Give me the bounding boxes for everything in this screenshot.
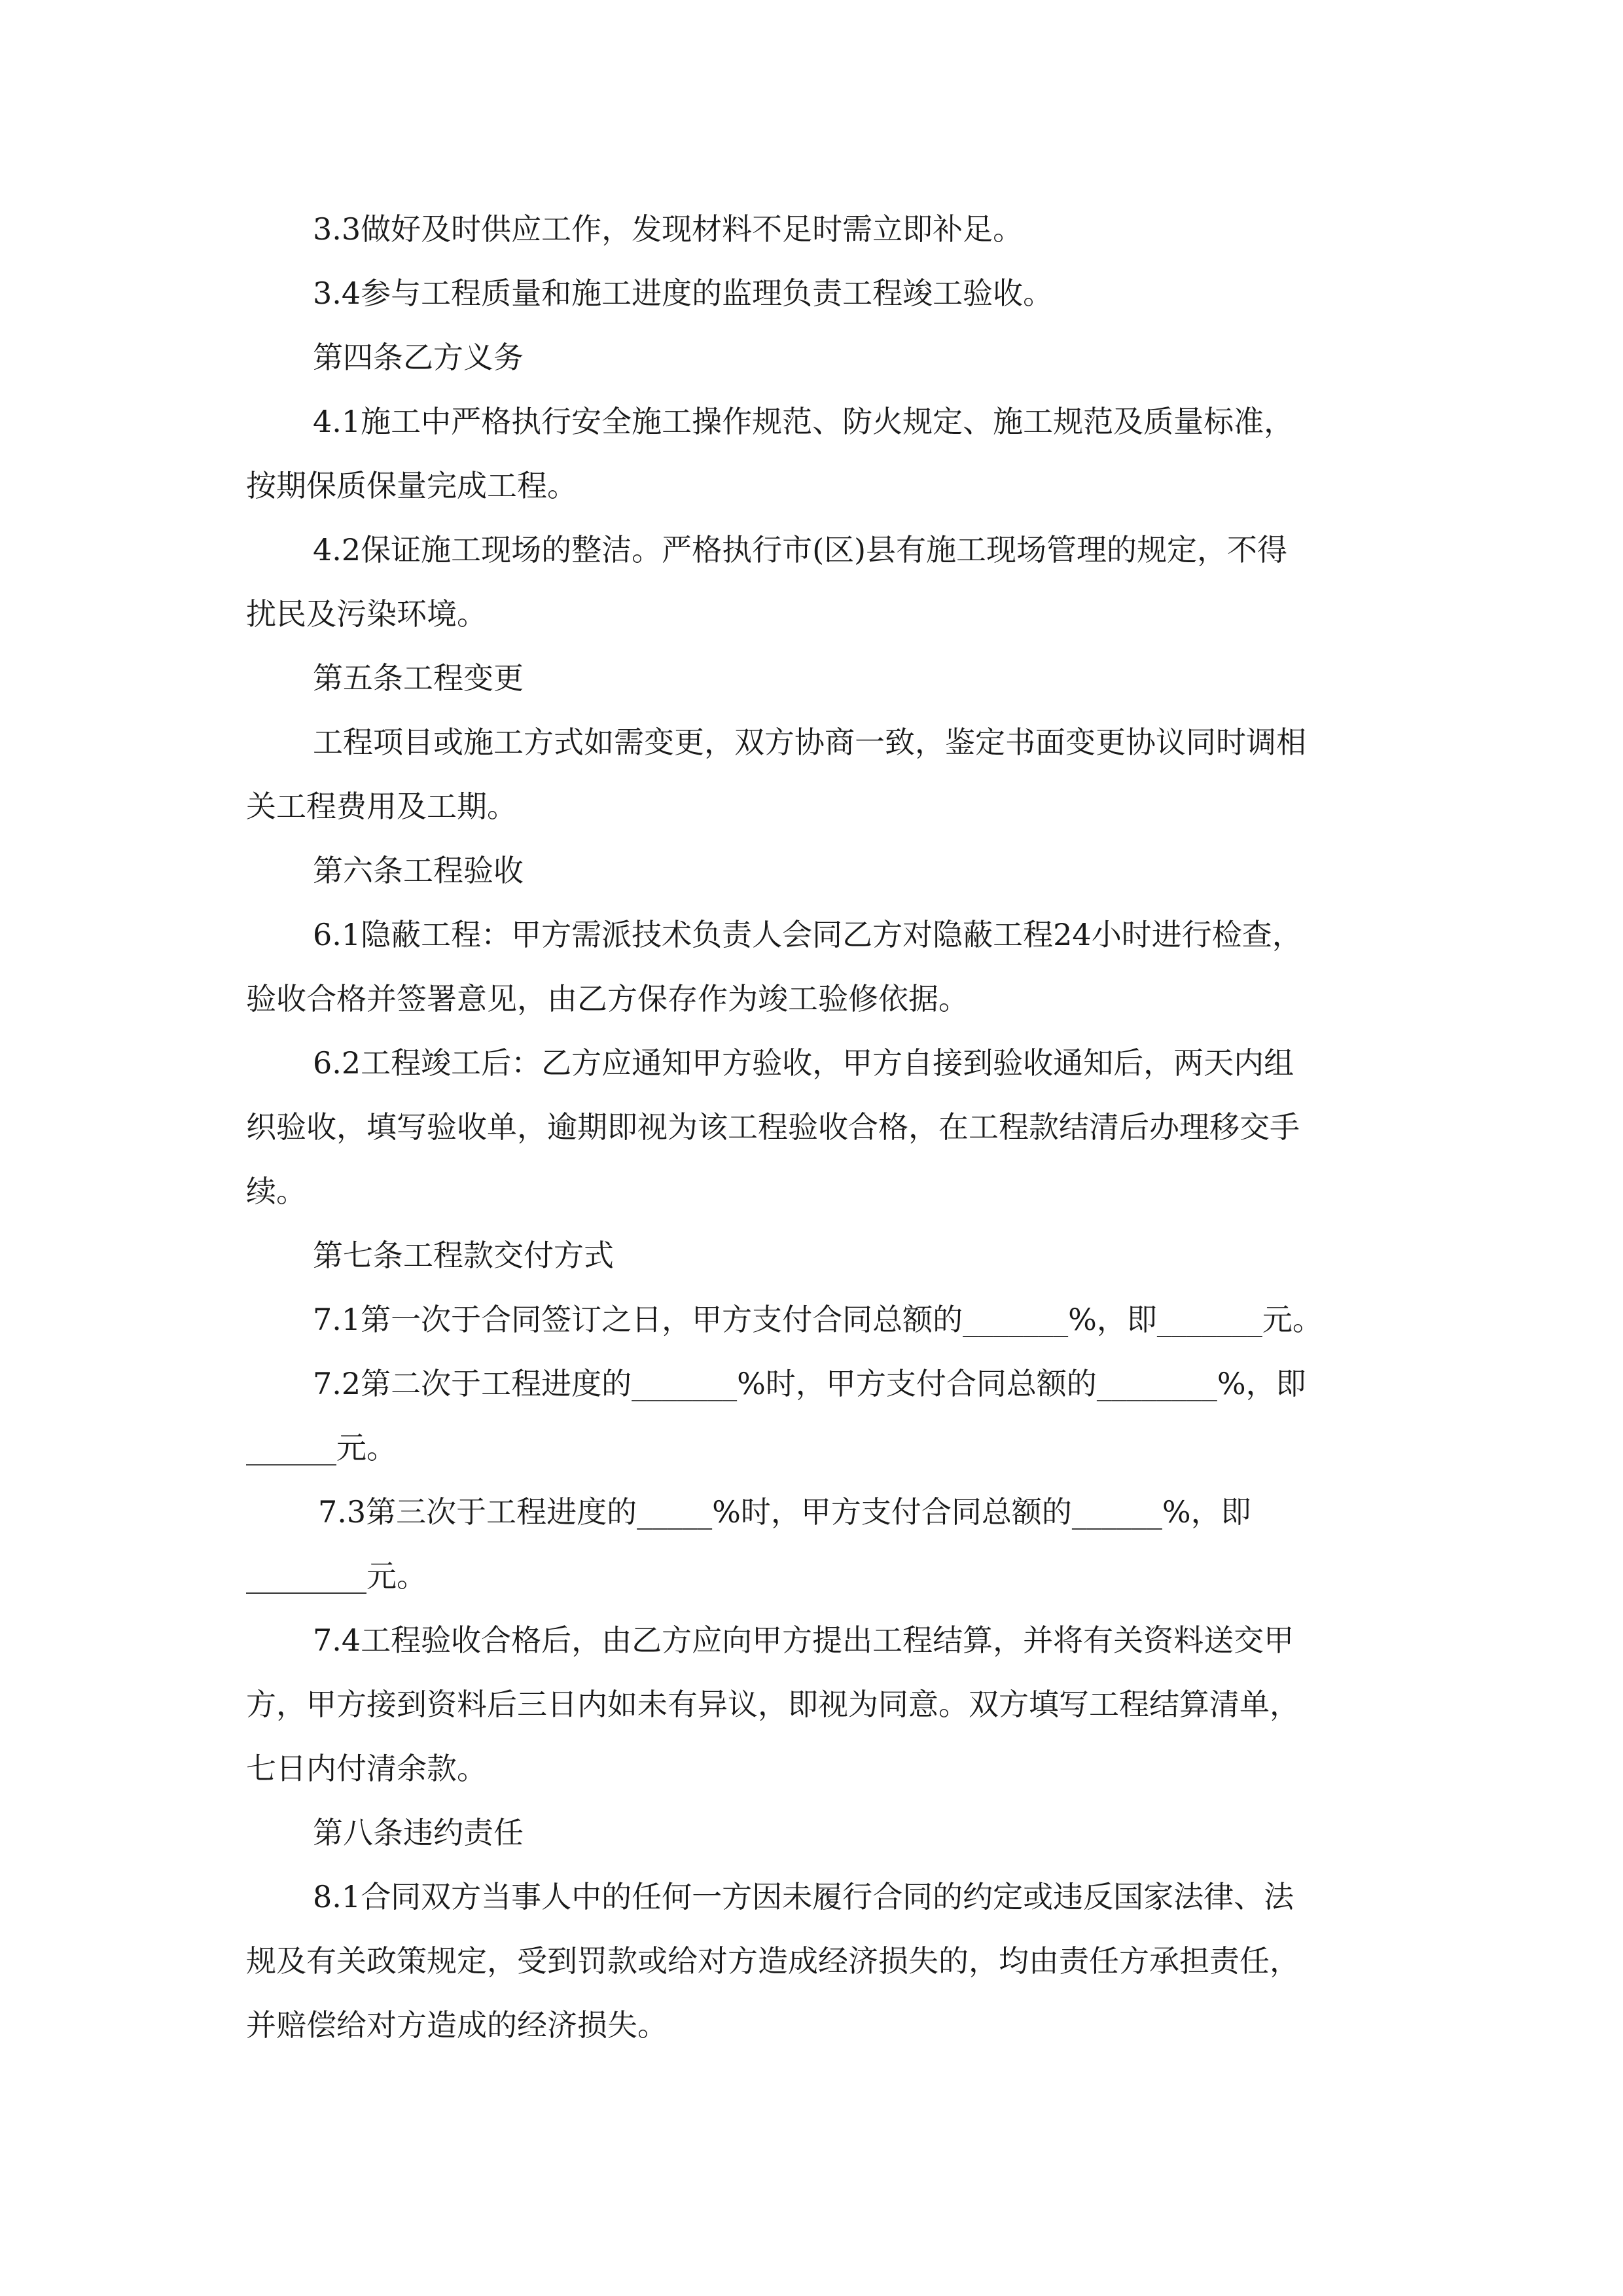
clause-7-1: 7.1第一次于合同签订之日，甲方支付合同总额的_______%，即_______元。 <box>313 1302 1323 1337</box>
clause-8-1-line-2: 规及有关政策规定，受到罚款或给对方造成经济损失的，均由责任方承担责任， <box>246 1943 1300 1979</box>
clause-4-2-line-2: 扰民及污染环境。 <box>246 596 487 632</box>
clause-6-1-line-2: 验收合格并签署意见，由乙方保存作为竣工验修依据。 <box>246 981 969 1016</box>
clause-8-1-line-1: 8.1合同双方当事人中的任何一方因未履行合同的约定或违反国家法律、法 <box>313 1879 1294 1914</box>
clause-7-3-line-2: ________元。 <box>246 1558 427 1594</box>
clause-7-4-line-3: 七日内付清余款。 <box>246 1751 487 1786</box>
clause-6-1-line-1: 6.1隐蔽工程：甲方需派技术负责人会同乙方对隐蔽工程24小时进行检查， <box>313 917 1302 952</box>
article-5-heading: 第五条工程变更 <box>313 660 524 696</box>
article-4-heading: 第四条乙方义务 <box>313 340 524 375</box>
clause-4-1-line-1: 4.1施工中严格执行安全施工操作规范、防火规定、施工规范及质量标准， <box>313 404 1294 439</box>
article-5-body-line-2: 关工程费用及工期。 <box>246 789 517 824</box>
clause-4-1-line-2: 按期保质保量完成工程。 <box>246 468 577 503</box>
clause-7-4-line-1: 7.4工程验收合格后，由乙方应向甲方提出工程结算，并将有关资料送交甲 <box>313 1623 1294 1658</box>
article-8-heading: 第八条违约责任 <box>313 1815 524 1850</box>
clause-6-2-line-1: 6.2工程竣工后：乙方应通知甲方验收，甲方自接到验收通知后，两天内组 <box>313 1045 1294 1081</box>
clause-8-1-line-3: 并赔偿给对方造成的经济损失。 <box>246 2007 668 2043</box>
clause-7-2-line-1: 7.2第二次于工程进度的_______%时，甲方支付合同总额的________%，即 <box>313 1366 1306 1401</box>
clause-7-3-line-1: 7.3第三次于工程进度的_____%时，甲方支付合同总额的______%，即 <box>318 1494 1251 1530</box>
clause-4-2-line-1: 4.2保证施工现场的整洁。严格执行市(区)县有施工现场管理的规定，不得 <box>313 532 1288 567</box>
clause-3-3: 3.3做好及时供应工作，发现材料不足时需立即补足。 <box>313 211 1024 247</box>
article-7-heading: 第七条工程款交付方式 <box>313 1238 614 1273</box>
article-6-heading: 第六条工程验收 <box>313 853 524 888</box>
clause-7-4-line-2: 方，甲方接到资料后三日内如未有异议，即视为同意。双方填写工程结算清单， <box>246 1687 1300 1722</box>
article-5-body-line-1: 工程项目或施工方式如需变更，双方协商一致，鉴定书面变更协议同时调相 <box>313 725 1306 760</box>
clause-3-4: 3.4参与工程质量和施工进度的监理负责工程竣工验收。 <box>313 276 1054 311</box>
clause-6-2-line-3: 续。 <box>246 1174 306 1209</box>
clause-7-2-line-2: ______元。 <box>246 1430 397 1465</box>
clause-6-2-line-2: 织验收，填写验收单，逾期即视为该工程验收合格，在工程款结清后办理移交手 <box>246 1109 1300 1145</box>
